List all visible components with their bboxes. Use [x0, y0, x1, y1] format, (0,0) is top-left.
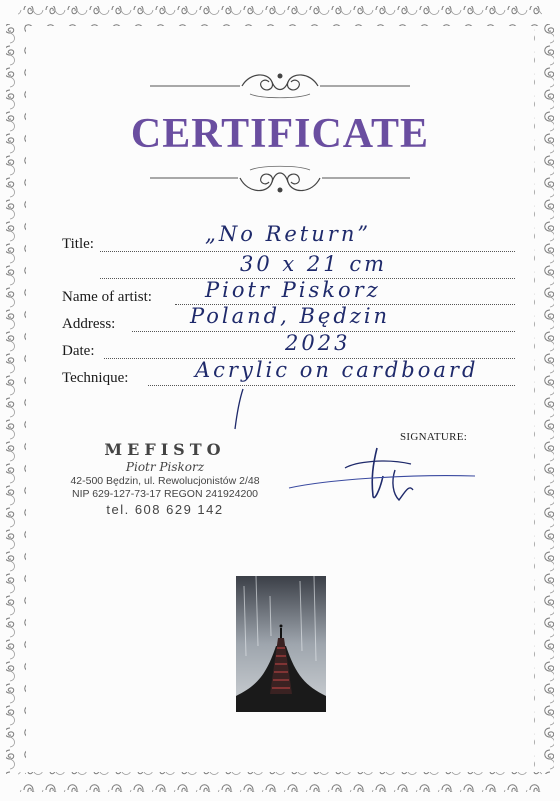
stamp-phone: tel. 608 629 142: [106, 502, 224, 517]
company-stamp: [60, 440, 270, 517]
flourish-ornament-icon: [150, 162, 410, 202]
technique-value: Acrylic on cardboard: [195, 358, 479, 382]
painting-thumbnail: [236, 576, 326, 712]
technique-dotted-line: [148, 385, 515, 386]
stamp-brand: MEFISTO: [104, 440, 226, 459]
dimensions-value: 30 x 21 cm: [240, 252, 387, 276]
stamp-name: Piotr Piskorz: [125, 460, 205, 474]
artist-name-value: Piotr Piskorz: [205, 278, 381, 302]
stamp-address: 42-500 Będzin, ul. Rewolucjonistów 2/48: [70, 475, 260, 487]
signature-mark: [285, 440, 480, 512]
pen-stroke: [225, 385, 255, 435]
artwork-title-value: „No Return”: [205, 222, 372, 246]
stamp-ids: NIP 629-127-73-17 REGON 241924200: [71, 488, 258, 500]
field-label-title: Title:: [62, 236, 94, 252]
field-label-artist: Name of artist:: [62, 289, 152, 305]
date-value: 2023: [285, 331, 351, 355]
field-label-address: Address:: [62, 316, 116, 332]
certificate-title: CERTIFICATE: [130, 111, 430, 157]
field-label-date: Date:: [62, 343, 95, 359]
address-value: Poland, Będzin: [190, 304, 391, 328]
flourish-ornament-icon: [150, 66, 410, 102]
field-label-technique: Technique:: [62, 370, 129, 386]
signature-label: SIGNATURE:: [400, 431, 468, 443]
